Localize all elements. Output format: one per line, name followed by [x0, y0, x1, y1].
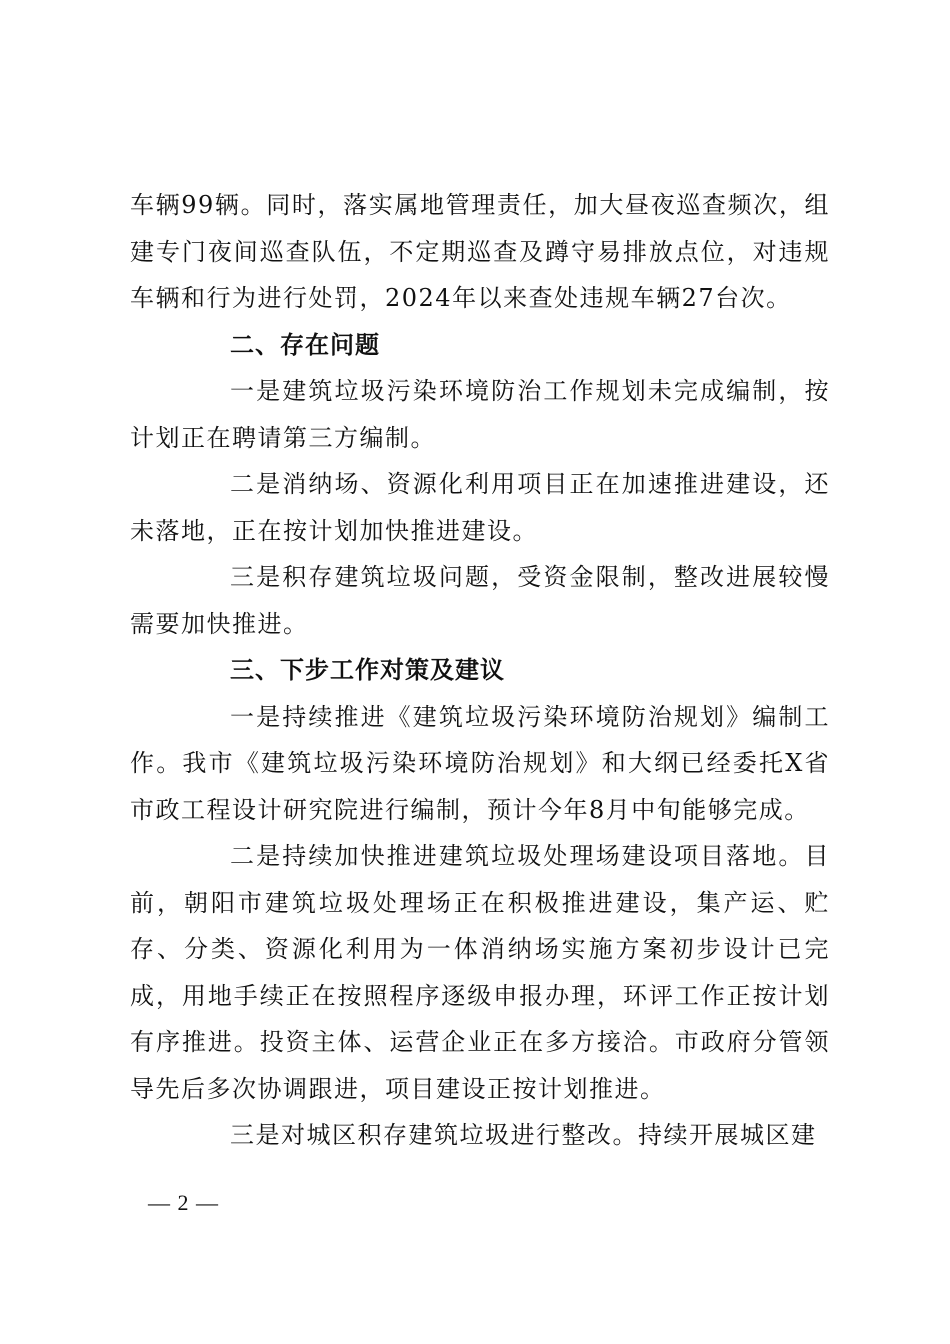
paragraph-problem-1: 一是建筑垃圾污染环境防治工作规划未完成编制，按计划正在聘请第三方编制。: [130, 377, 830, 452]
paragraph-problem-2: 二是消纳场、资源化利用项目正在加速推进建设，还未落地，正在按计划加快推进建设。: [130, 470, 830, 545]
section-heading-existing-problems: 二、存在问题: [230, 330, 380, 359]
paragraph-measure-1: 一是持续推进《建筑垃圾污染环境防治规划》编制工作。我市《建筑垃圾污染环境防治规划》和大纲已经委托X省市政工程设计研究院进行编制，预计今年8月中旬能够完成。: [130, 702, 830, 824]
paragraph-measure-2: 二是持续加快推进建筑垃圾处理场建设项目落地。目前，朝阳市建筑垃圾处理场正在积极推进建设，集产运、贮存、分类、资源化利用为一体消纳场实施方案初步设计已完成，用地手续正在按照程序逐级申报办理，环评工作正按计划有序推进。投资主体、运营企业正在多方接洽。市政府分管领导先后多次协调跟进，项目建设正按计划推进。: [130, 842, 830, 1103]
paragraph-problem-3: 三是积存建筑垃圾问题，受资金限制，整改进展较慢需要加快推进。: [130, 563, 830, 638]
document-body: [130, 182, 830, 1159]
paragraph-vehicle-inspection: 车辆99辆。同时，落实属地管理责任，加大昼夜巡查频次，组建专门夜间巡查队伍，不定期巡查及蹲守易排放点位，对违规车辆和行为进行处罚，2024年以来查处违规车辆27台次。: [130, 191, 830, 312]
section-heading-next-steps: 三、下步工作对策及建议: [230, 656, 505, 684]
page-number: — 2 —: [148, 1190, 219, 1215]
paragraph-measure-3: 三是对城区积存建筑垃圾进行整改。持续开展城区建: [230, 1121, 817, 1149]
